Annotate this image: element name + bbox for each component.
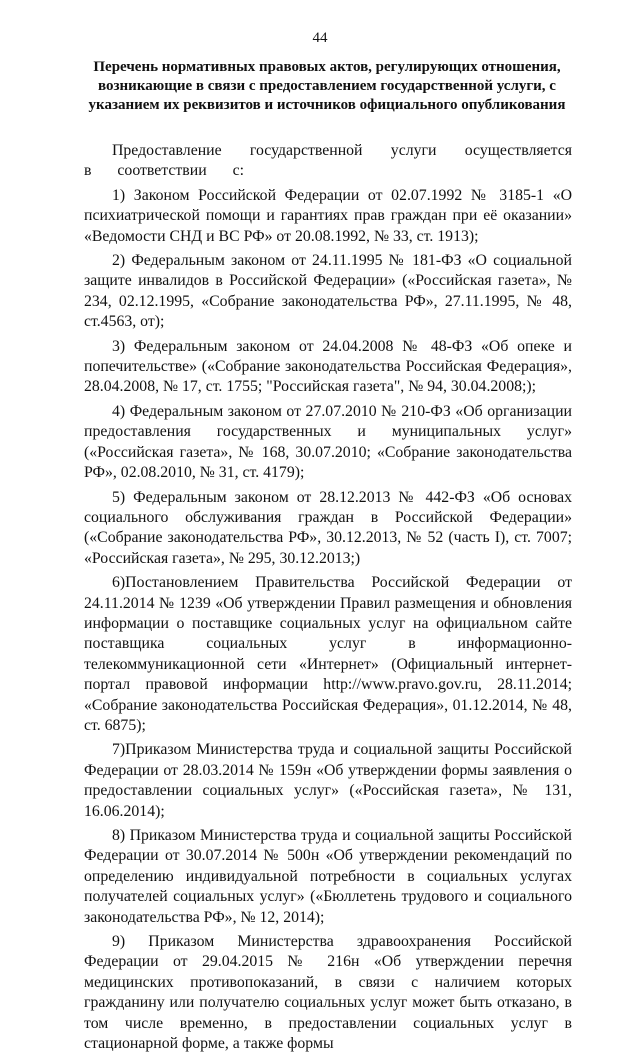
list-item-5: 5) Федеральным законом от 28.12.2013 № 442-ФЗ «Об основах социального обслуживания граждан в Российской Федерации» («Собрание законодательства РФ», 30.12.2013, № 52 (часть I), ст. 7007; «Российская газета», № 295, 30.12.2013;) <box>84 488 572 567</box>
list-item-1: 1) Законом Российской Федерации от 02.07.1992 № 3185-1 «О психиатрической помощи и гарантиях прав граждан при её оказании» «Ведомости СНД и ВС РФ» от 20.08.1992, № 33, ст. 1913); <box>84 186 572 245</box>
document-body <box>84 141 572 1054</box>
list-item-2: 2) Федеральным законом от 24.11.1995 № 181-ФЗ «О социальной защите инвалидов в Российской Федерации» («Российская газета», № 234, 02.12.1995, «Собрание законодательства РФ», 27.11.1995, № 48, ст.4563, от); <box>84 252 572 331</box>
list-item-8: 8) Приказом Министерства труда и социальной защиты Российской Федерации от 30.07.2014 № 500н «Об утверждении рекомендаций по определению индивидуальной потребности в социальных услугах получателей социальных услуг» («Бюллетень трудового и социального законодательства РФ», № 12, 2014); <box>84 827 572 926</box>
list-item-9: 9) Приказом Министерства здравоохранения Российской Федерации от 29.04.2015 № 216н «Об утверждении перечня медицинских противопоказаний, в связи с наличием которых гражданину или получателю социальных услуг может быть отказано, в том числе временно, в предоставлении социальных услуг в стационарной форме, а также формы <box>84 933 572 1053</box>
document-title: Перечень нормативных правовых актов, регулирующих отношения, возникающие в связи с предоставлением государственной услуги, с указанием их реквизитов и источников официального опубликования <box>88 59 566 113</box>
list-item-3: 3) Федеральным законом от 24.04.2008 № 48-ФЗ «Об опеке и попечительстве» («Собрание законодательства Российская Федерация», 28.04.2008, № 17, ст. 1755; "Российская газета", № 94, 30.04.2008;); <box>84 337 572 396</box>
intro-paragraph: Предоставление государственной услуги осуществляется в соответствии с: <box>84 142 572 180</box>
list-item-4: 4) Федеральным законом от 27.07.2010 № 210-ФЗ «Об организации предоставления государственных и муниципальных услуг» («Российская газета», № 168, 30.07.2010; «Собрание законодательства РФ», 02.08.2010, № 31, ст. 4179); <box>84 402 572 482</box>
page-number: 44 <box>312 30 328 46</box>
list-item-7: 7)Приказом Министерства труда и социальной защиты Российской Федерации от 28.03.2014 № 159н «Об утверждении формы заявления о предоставлении социальных услуг» («Российская газета», № 131, 16.06.2014); <box>84 741 572 820</box>
list-item-6: 6)Постановлением Правительства Российской Федерации от 24.11.2014 № 1239 «Об утверждении Правил размещения и обновления информации о поставщике социальных услуг на официальном сайте поставщика социальных услуг в информационно-телекоммуникационной сети «Интернет» (Официальный интернет-портал правовой информации http://www.pravo.gov.ru, 28.11.2014; «Собрание законодательства Российская Федерация», 01.12.2014, № 48, ст. 6875); <box>84 574 572 734</box>
